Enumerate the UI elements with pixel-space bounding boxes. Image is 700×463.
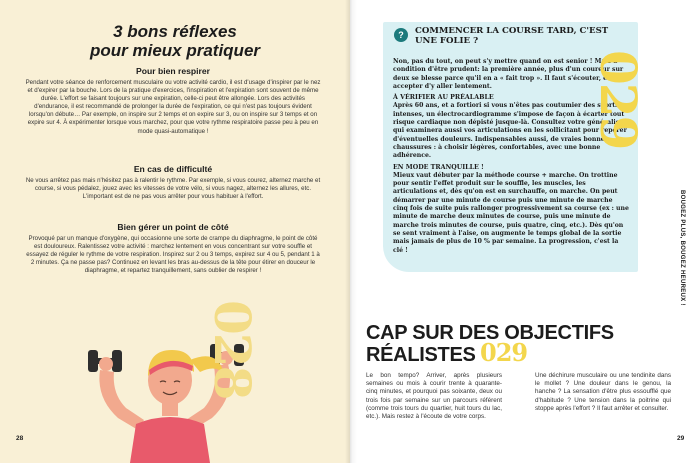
- question-mark-icon: ?: [394, 28, 408, 42]
- left-page-title: [60, 22, 290, 60]
- card-check-text: Après 60 ans, et a fortiori si vous n'êtes pas coutumier des sports intenses, un électrocardiogramme s'impose de façon à écarter tout risque cardiaque non dépisté jusque-là. Consultez votre généraliste, qui examinera aussi vos articulations en les sollicitant pour repérer d'éventuelles douleurs. Indispensables aussi, de vraies bonnes chaussures : à choisir légères, confortables, avec une bonne adhérence.: [393, 102, 629, 160]
- page-number-left: 28: [16, 435, 24, 442]
- cap-title-line-2: RÉALISTES: [366, 344, 476, 366]
- section-breathing: [25, 66, 321, 136]
- section-text: Ne vous arrêtez pas mais n'hésitez pas à ralentir le rythme. Par exemple, si vous courez, alternez marche et course, si vous pédalez, jouez avec les vitesses de votre vélo, si vous nagez, alternez les allures, etc. L'important est de ne pas vous arrêter pour vous habituer à l'effort.: [25, 177, 321, 201]
- cap-column-2: Une déchirure musculaire ou une tendinite dans le mollet ? Une douleur dans le genou, la hanche ? La sensation d'être plus essoufflé que d'habitude ? Une tension dans la poitrine qui stoppe après l'effort ? Il faut arrêter et consulter.: [535, 372, 671, 412]
- big-number-028: 028: [203, 300, 262, 399]
- title-line-1: 3 bons réflexes: [113, 22, 237, 41]
- section-heading: Pour bien respirer: [135, 66, 211, 76]
- cap-number: 029: [480, 338, 528, 367]
- section-text: Provoqué par un manque d'oxygène, qui occasionne une sorte de crampe du diaphragme, le point de côté est douloureux. Ralentissez votre activité : marchez lentement en vous concentrant sur votre souffle et essayez de réguler le rythme de votre respiration. Inspirez sur 2 ou 3 temps, expirez sur 4 ou 5, pendant 1 à 2 minutes. Ça ne passe pas? Continuez en levant les bras au-dessus de la tête pour étirer en douceur le diaphragme, et repartez tranquillement, sans oublier de respirer !: [26, 235, 320, 275]
- section-text: Pendant votre séance de renforcement musculaire ou votre activité cardio, il est d'usage d'inspirer par le nez et d'expirer par la bouche. Lors de la pratique d'exercices, l'inspiration et l'expiration sont souvent de même durée. L'effort se faisant toujours sur une expiration, celle-ci peut être allongée. Lors des activités d'endurance, il est recommandé de prolonger la durée de l'expiration, ce qui n'est pas toujours évident lorsqu'on débute… Par exemple, on inspire sur 2 temps et on expire sur 3, ou on inspire sur 3 temps et on expire sur 4. À expérimenter lorsque vous marchez, pour que votre rythme respiratoire passe peu à peu en mode quasi-automatique !: [25, 79, 321, 135]
- card-calm-text: Mieux vaut débuter par la méthode course + marche. On trottine pour sentir l'effet produit sur le souffle, les muscles, les articulations et, dès qu'on est en surchauffe, on marche. On peut démarrer par une minute de course puis une minute de marche cinq fois de suite puis rallonger progressivement sa course (ex : une minute de marche deux minutes de course, puis une minute de marche trois minutes de course, puis quatre, cinq, etc.). Dès qu'on se sent vraiment à l'aise, on augmente le temps global de la sortie mais jamais de plus de 10 % par semaine. La progression, c'est la clé !: [393, 171, 629, 254]
- vertical-tagline: BOUGEZ PLUS, BOUGEZ HEUREUX !: [679, 190, 685, 306]
- section-difficulty: [25, 164, 321, 201]
- big-number-029: 029: [589, 50, 648, 149]
- page-number-right: 29: [677, 435, 685, 442]
- title-line-2: pour mieux pratiquer: [89, 41, 261, 60]
- section-heading: Bien gérer un point de côté: [117, 222, 229, 232]
- card-subheading-calm: EN MODE TRANQUILLE !: [393, 163, 484, 171]
- section-heading: En cas de difficulté: [133, 164, 213, 174]
- card-subheading-check: À VÉRIFIER AU PRÉALABLE: [393, 94, 494, 102]
- cap-title-line-1: CAP SUR DES OBJECTIFS: [366, 322, 614, 344]
- card-intro: Non, pas du tout, on peut s'y mettre quand on est senior ! Mais à condition d'être prudent: la première année, plus d'un coureur sur deux se blesse parce qu'il en a « fait trop ». Il faut s'écouter, et accepter d'y aller lentement.: [393, 58, 624, 90]
- card-title: COMMENCER LA COURSE TARD, C'EST UNE FOLIE ?: [415, 26, 609, 46]
- section-side-stitch: [25, 222, 321, 275]
- cap-column-1: Le bon tempo? Arriver, après plusieurs semaines ou mois à courir trente à quarante-cinq minutes, et pourquoi pas soixante, deux ou trois fois par semaine sur un parcours référent (comme trois tours du quartier, huit tours du lac, etc.). Mais restez à l'écoute de votre corps.: [366, 372, 502, 421]
